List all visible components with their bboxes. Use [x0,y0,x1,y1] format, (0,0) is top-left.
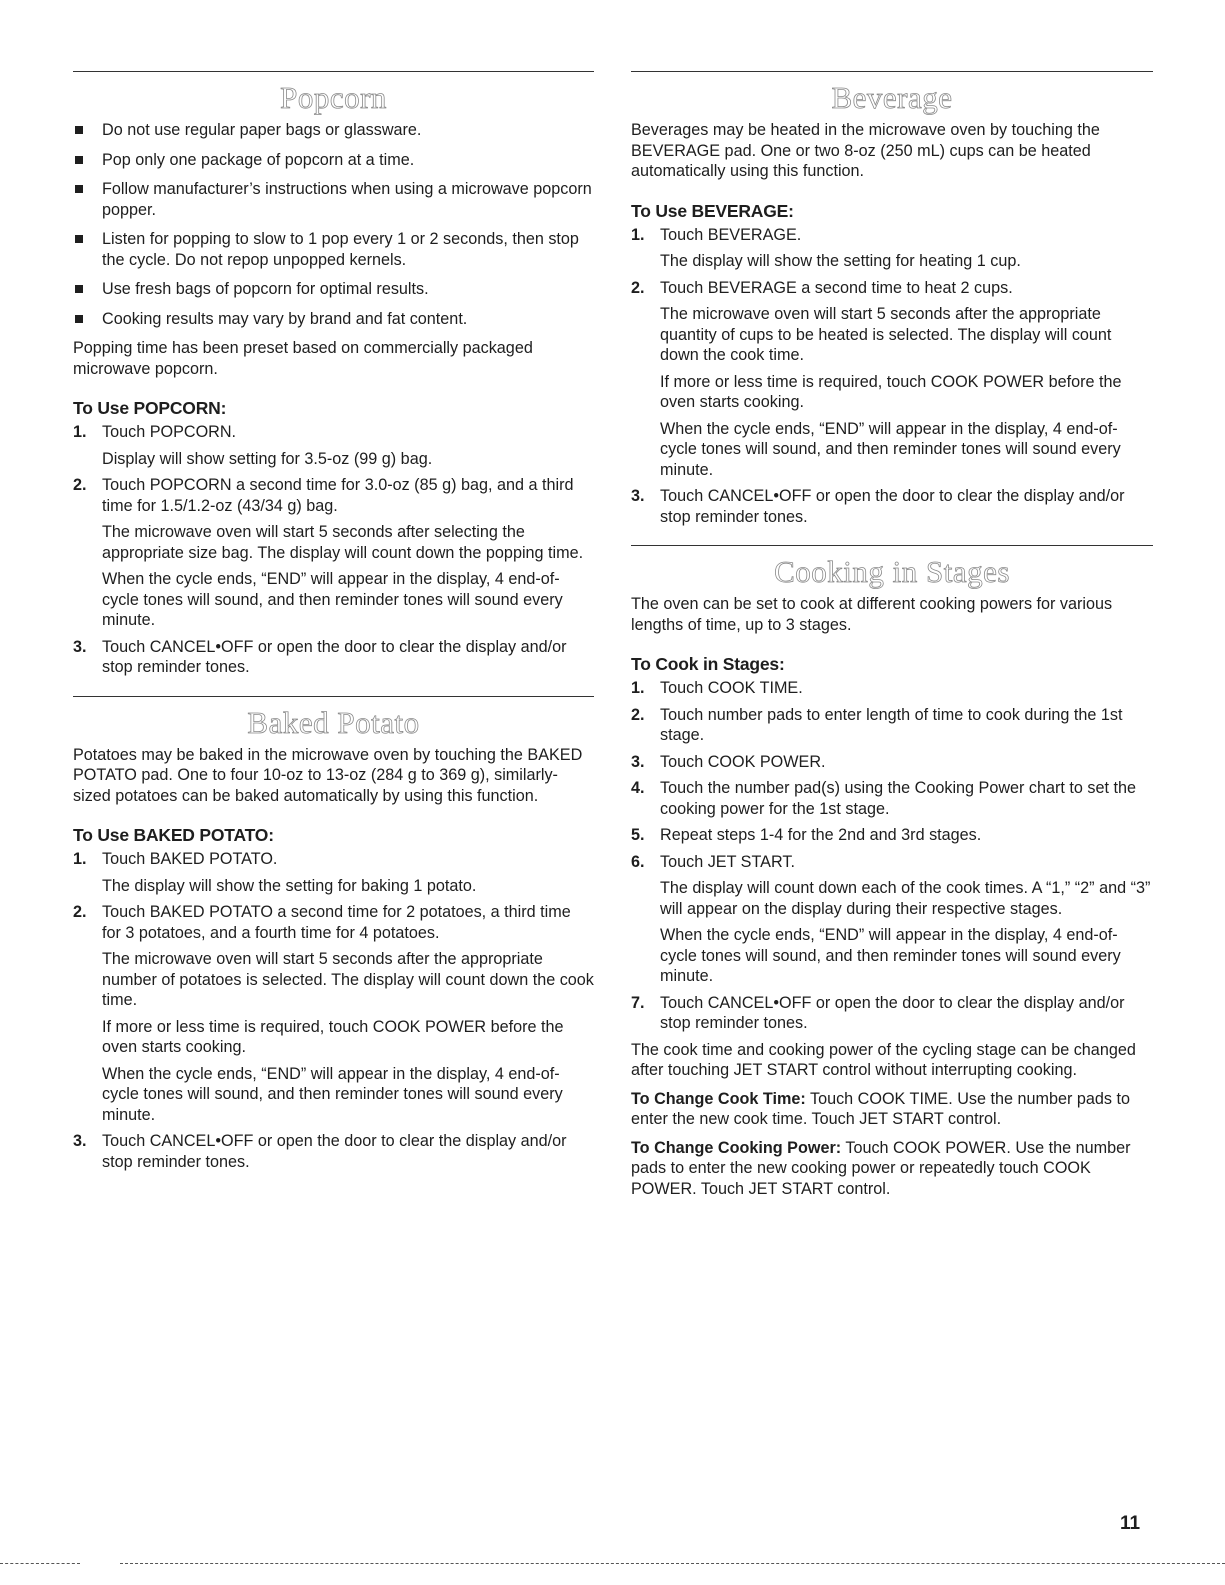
step-text: Touch COOK POWER. [660,752,826,771]
step-text: Touch BEVERAGE. [660,225,802,244]
step-number: 1. [73,423,87,441]
bullet-text: Use fresh bags of popcorn for optimal results. [102,280,429,298]
step-item [631,705,1153,746]
popcorn-bullet-list [73,120,594,329]
step-number: 3. [73,1132,87,1150]
popcorn-steps [73,422,594,678]
change-power-label: To Change Cooking Power: [631,1138,842,1157]
baked-potato-intro: Potatoes may be baked in the microwave oven by touching the BAKED POTATO pad. One to four 10-oz to 13-oz (284 g to 369 g), similarly-sized potatoes can be baked automatically by using this function. [73,745,583,805]
change-power-paragraph [631,1138,1153,1200]
step-item [73,902,594,1125]
bullet-text: Listen for popping to slow to 1 pop every 1 or 2 seconds, then stop the cycle. Do not repop unpopped kernels. [102,230,579,269]
square-bullet-icon [75,126,83,134]
step-item [631,752,1153,773]
step-text: Touch BEVERAGE a second time to heat 2 cups. [660,278,1013,297]
step-note: The display will show the setting for heating 1 cup. [660,252,1021,270]
beverage-steps [631,225,1153,528]
bullet-text: Do not use regular paper bags or glassware. [102,121,422,139]
step-text: Touch number pads to enter length of time to cook during the 1st stage. [660,705,1123,744]
step-number: 3. [631,487,645,505]
popcorn-bullet-item [73,279,594,300]
bottom-scan-line [120,1563,1225,1564]
section-divider [73,71,594,72]
square-bullet-icon [75,185,83,193]
step-note: The display will count down each of the cook times. A “1,” “2” and “3” will appear on the display during their respective stages. [660,879,1151,918]
step-item [631,486,1153,527]
step-item [73,1131,594,1172]
step-text: Touch CANCEL•OFF or open the door to clear the display and/or stop reminder tones. [102,1132,567,1171]
step-item [631,993,1153,1034]
stages-steps [631,678,1153,1034]
square-bullet-icon [75,285,83,293]
step-item [631,225,1153,272]
step-number: 2. [631,705,645,724]
step-text: Touch BAKED POTATO. [102,850,278,868]
right-column [631,71,1153,1207]
step-text: Repeat steps 1-4 for the 2nd and 3rd stages. [660,826,982,844]
beverage-title: Beverage [831,80,953,115]
step-item [73,475,594,631]
step-text: Touch CANCEL•OFF or open the door to clear the display and/or stop reminder tones. [660,993,1125,1032]
step-item [73,422,594,469]
baked-potato-subhead: To Use BAKED POTATO: [73,825,274,845]
step-number: 1. [73,850,87,868]
step-number: 2. [73,903,87,921]
step-text: Touch CANCEL•OFF or open the door to clear the display and/or stop reminder tones. [102,637,567,676]
change-cook-time-text: Touch COOK TIME. Use the number pads to enter the new cook time. Touch JET START control. [631,1089,1130,1128]
change-power-text: Touch COOK POWER. Use the number pads to enter the new cooking power or repeatedly touch COOK POWER. Touch JET START control. [631,1138,1131,1198]
stages-subhead: To Cook in Stages: [631,654,785,674]
step-number: 3. [73,637,87,656]
step-text: Touch COOK TIME. [660,679,803,697]
section-divider [73,696,594,697]
step-number: 1. [631,225,645,244]
section-divider [631,71,1153,72]
step-text: Touch POPCORN. [102,423,237,441]
bullet-text: Pop only one package of popcorn at a time. [102,150,415,169]
step-item [631,678,1153,699]
step-note: If more or less time is required, touch COOK POWER before the oven starts cooking. [102,1017,564,1056]
step-note: The display will show the setting for baking 1 potato. [102,876,477,895]
section-divider [631,545,1153,546]
popcorn-bullet-item [73,309,594,330]
step-number: 3. [631,752,645,771]
popcorn-subhead: To Use POPCORN: [73,398,227,418]
step-number: 2. [631,278,645,297]
step-note: When the cycle ends, “END” will appear in the display, 4 end-of-cycle tones will sound, and then reminder tones will sound every minute. [660,419,1121,479]
step-text: Touch CANCEL•OFF or open the door to clear the display and/or stop reminder tones. [660,487,1125,526]
step-text: Touch BAKED POTATO a second time for 2 potatoes, a third time for 3 potatoes, and a fourth time for 4 potatoes. [102,903,571,942]
square-bullet-icon [75,156,83,164]
step-number: 1. [631,679,645,697]
popcorn-bullet-item [73,229,594,270]
popcorn-bullet-item [73,179,594,220]
change-cook-time-paragraph [631,1089,1153,1130]
step-item [631,278,1153,481]
popcorn-bullet-item [73,120,594,141]
step-note: If more or less time is required, touch COOK POWER before the oven starts cooking. [660,372,1122,411]
stages-title: Cooking in Stages [774,554,1010,589]
step-item [631,825,1153,846]
square-bullet-icon [75,315,83,323]
step-note: When the cycle ends, “END” will appear in the display, 4 end-of-cycle tones will sound, and then reminder tones will sound every minute. [102,570,563,629]
stages-after-text: The cook time and cooking power of the cycling stage can be changed after touching JET START control without interrupting cooking. [631,1040,1136,1079]
square-bullet-icon [75,235,83,243]
page-number: 11 [1120,1513,1141,1534]
step-text: Touch POPCORN a second time for 3.0-oz (85 g) bag, and a third time for 1.5/1.2-oz (43/34 g) bag. [102,476,574,515]
step-text: Touch the number pad(s) using the Cooking Power chart to set the cooking power for the 1st stage. [660,779,1136,818]
popcorn-title: Popcorn [280,80,387,115]
step-item [631,852,1153,987]
change-cook-time-label: To Change Cook Time: [631,1089,806,1108]
popcorn-intro: Popping time has been preset based on commercially packaged microwave popcorn. [73,339,533,378]
step-note: The microwave oven will start 5 seconds after the appropriate quantity of cups to be heated is selected. The display will count down the cook time. [660,305,1112,364]
bottom-scan-line [0,1563,80,1564]
baked-potato-title: Baked Potato [247,704,420,740]
stages-intro: The oven can be set to cook at different cooking powers for various lengths of time, up to 3 stages. [631,595,1113,634]
bullet-text: Follow manufacturer’s instructions when using a microwave popcorn popper. [102,180,592,219]
step-number: 2. [73,476,87,494]
step-note: When the cycle ends, “END” will appear in the display, 4 end-of-cycle tones will sound, and then reminder tones will sound every minute. [102,1064,563,1124]
popcorn-bullet-item [73,150,594,171]
beverage-intro: Beverages may be heated in the microwave oven by touching the BEVERAGE pad. One or two 8-oz (250 mL) cups can be heated automatically using this function. [631,121,1100,180]
step-note: The microwave oven will start 5 seconds after the appropriate number of potatoes is selected. The display will count down the cook time. [102,950,594,1009]
step-item [73,637,594,678]
step-number: 5. [631,826,645,844]
step-note: When the cycle ends, “END” will appear in the display, 4 end-of-cycle tones will sound, and then reminder tones will sound every minute. [660,926,1121,985]
left-column [73,71,594,1178]
step-note: The microwave oven will start 5 seconds after selecting the appropriate size bag. The display will count down the popping time. [102,523,584,562]
step-item [631,778,1153,819]
bullet-text: Cooking results may vary by brand and fat content. [102,309,468,328]
step-item [73,849,594,896]
step-number: 7. [631,993,645,1012]
beverage-subhead: To Use BEVERAGE: [631,200,794,221]
step-number: 6. [631,852,645,871]
step-text: Touch JET START. [660,852,795,871]
step-note: Display will show setting for 3.5-oz (99 g) bag. [102,449,433,468]
baked-potato-steps [73,849,594,1172]
step-number: 4. [631,779,645,797]
